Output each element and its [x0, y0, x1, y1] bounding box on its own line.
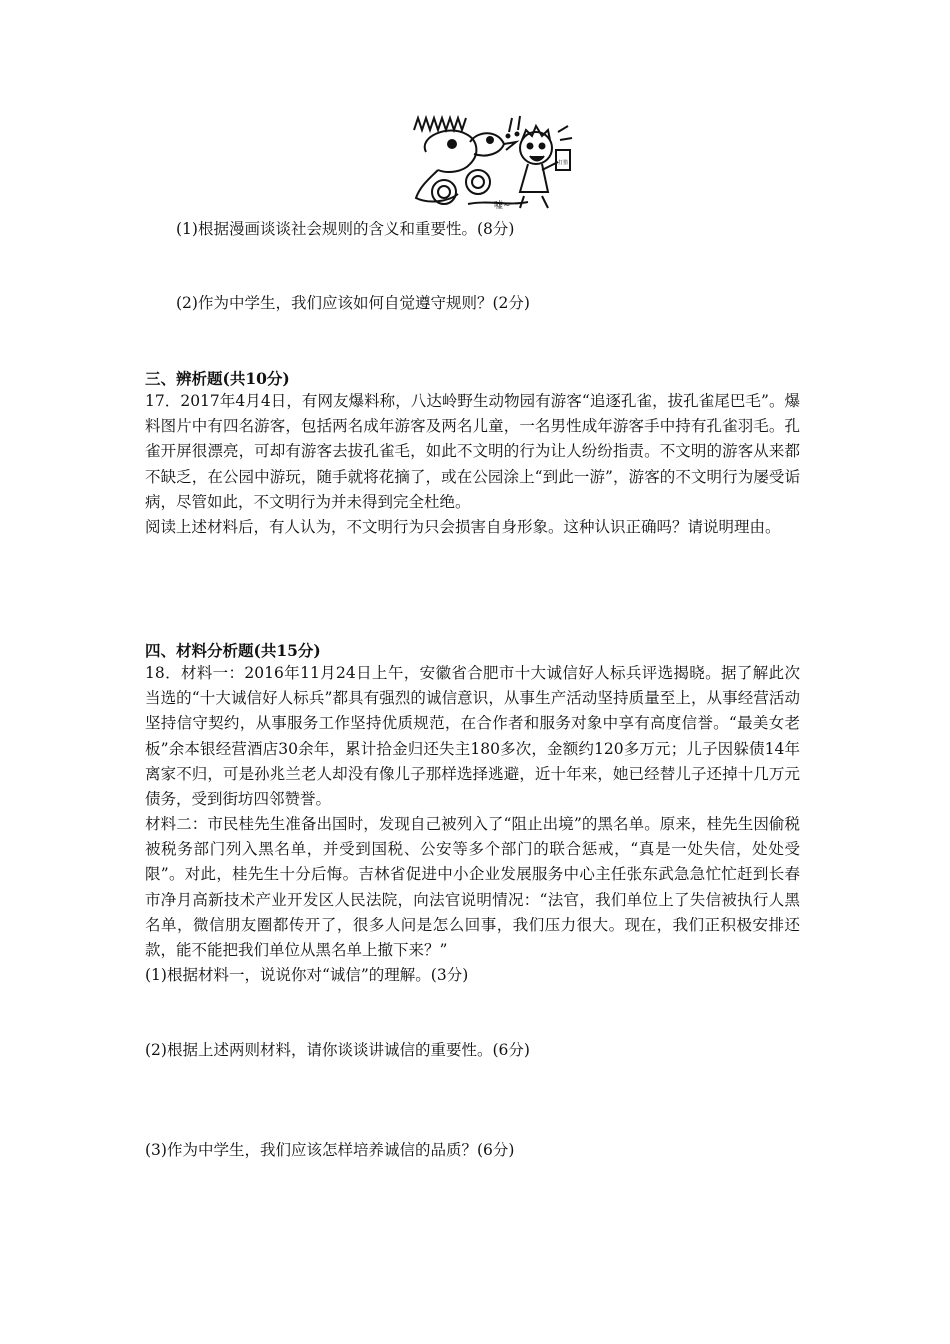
q18-material-1: 18．材料一：2016年11月24日上午，安徽省合肥市十大诚信好人标兵评选揭晓。据了解此次当选的“十大诚信好人标兵”都具有强烈的诚信意识，从事生产活动坚持质量至上，从事经营活动坚持信守契约，从事服务工作坚持优质规范，在合作者和服务对象中享有高度信誉。“最美女老板”余本银经营酒店30余年，累计拾金归还失主180多次，金额约120多万元；儿子因躲债14年离家不归，可是孙兆兰老人却没有像儿子那样选择逃避，近十年来，她已经替儿子还掉十几万元债务，受到街坊四邻赞誉。 [145, 664, 800, 809]
section-3-title: 三、辨析题(共10分) [145, 369, 290, 388]
q16-sub2: (2)作为中学生，我们应该如何自觉遵守规则？(2分) [176, 294, 530, 312]
q17-material: 17．2017年4月4日，有网友爆料称，八达岭野生动物园有游客“追逐孔雀，拔孔雀尾巴毛”。爆料图片中有四名游客，包括两名成年游客及两名儿童，一名男性成年游客手中持有孔雀羽毛。孔雀开屏很漂亮，可却有游客去拔孔雀毛，如此不文明的行为让人纷纷指责。不文明的游客从来都不缺乏，在公园中游玩，随手就将花摘了，或在公园涂上“到此一游”，游客的不文明行为屡受诟病，尽管如此，不文明行为并未得到完全杜绝。 [145, 392, 800, 511]
q16-sub1: (1)根据漫画谈谈社会规则的含义和重要性。(8分) [176, 220, 515, 238]
section-4-title: 四、材料分析题(共15分) [145, 641, 321, 660]
q18-sub2: (2)根据上述两则材料，请你谈谈讲诚信的重要性。(6分) [145, 1041, 530, 1059]
q18-sub3: (3)作为中学生，我们应该怎样培养诚信的品质？(6分) [145, 1141, 515, 1159]
cartoon-illustration [408, 112, 574, 210]
cartoon-caption: 嘘~ [494, 201, 511, 210]
q18-sub1: (1)根据材料一，说说你对“诚信”的理解。(3分) [145, 966, 469, 984]
q18-material-2: 材料二：市民桂先生准备出国时，发现自己被列入了“阻止出境”的黑名单。原来，桂先生因偷税被税务部门列入黑名单，并受到国税、公安等多个部门的联合惩戒，“真是一处失信，处处受限”。对此，桂先生十分后悔。吉林省促进中小企业发展服务中心主任张东武急急忙忙赶到长春市净月高新技术产业开发区人民法院，向法官说明情况：“法官，我们单位上了失信被执行人黑名单，微信朋友圈都传开了，很多人问是怎么回事，我们压力很大。现在，我们正积极安排还款，能不能把我们单位从黑名单上撤下来？” [145, 815, 800, 960]
q17-question: 阅读上述材料后，有人认为，不文明行为只会损害自身形象。这种认识正确吗？请说明理由。 [145, 518, 781, 536]
cartoon-sign-text: 打猎 [558, 160, 569, 166]
